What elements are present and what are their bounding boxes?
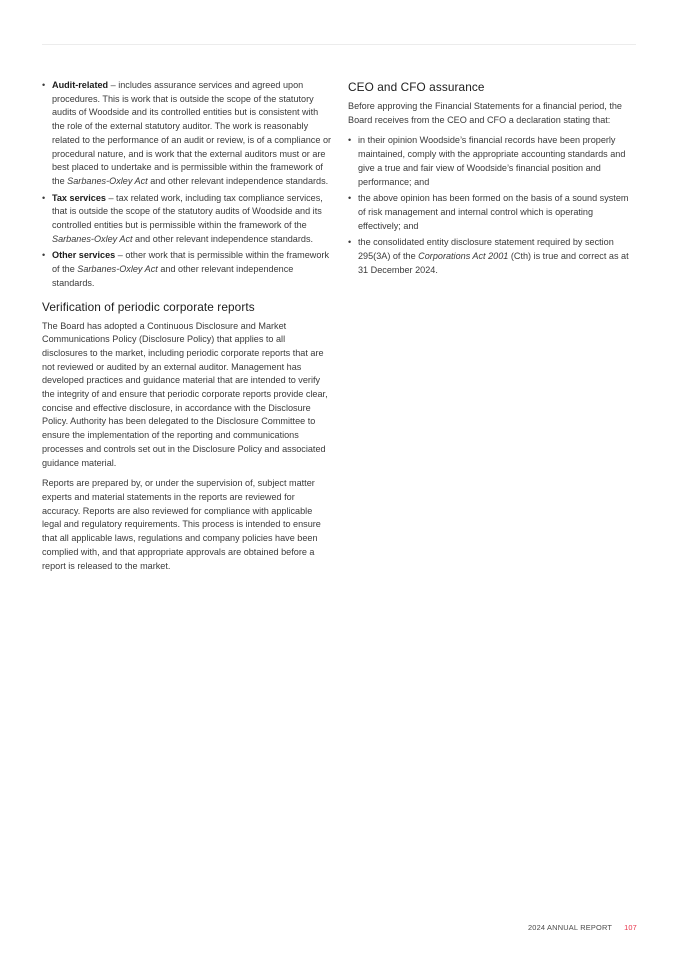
- services-list: [42, 79, 332, 291]
- page-footer: [528, 923, 637, 932]
- list-item: [348, 192, 638, 233]
- item-text: – includes assurance services and agreed upon procedures. This is work that is outside the scope of the statutory audits of Woodside and its controlled entities but is consistent with the role of the external statutory auditor. The work is reasonably related to the performance of an audit or review, is of a compliance or procedural nature, and is work that the external auditors must or are best placed to undertake and is permissible within the framework of the: [52, 80, 332, 186]
- item-text: – other work that is permissible within the framework of the: [52, 250, 329, 275]
- term-other-services: Other services: [52, 250, 116, 261]
- item-italic: Sarbanes-Oxley Act: [77, 264, 158, 275]
- paragraph: Reports are prepared by, or under the supervision of, subject matter experts and material statements in the reports are reviewed for accuracy. Reports are also reviewed for compliance with applicable legal and regulatory requirements. This process is intended to ensure that all applicable laws, regulations and company policies have been complied with, and that appropriate approvals are obtained before a report is released to the market.: [42, 478, 321, 571]
- bullet-icon: •: [42, 80, 46, 90]
- bullet-icon: •: [348, 193, 352, 204]
- bullet-icon: •: [42, 250, 46, 261]
- list-item: [348, 236, 638, 277]
- list-item: [42, 192, 332, 247]
- item-italic: Corporations Act 2001: [418, 251, 509, 262]
- list-item: [42, 79, 332, 189]
- item-text: and other relevant independence standards.: [147, 175, 329, 186]
- item-italic: Sarbanes-Oxley Act: [67, 175, 148, 186]
- item-text: (Cth) is true and correct as at 31 December 2024.: [358, 251, 629, 275]
- section-heading-ceo-cfo: CEO and CFO assurance: [348, 80, 485, 94]
- term-tax-services: Tax services: [52, 192, 106, 203]
- section-heading-verification: Verification of periodic corporate reports: [42, 299, 255, 314]
- item-text: and other relevant independence standards.: [52, 264, 294, 288]
- header-divider: [42, 44, 636, 45]
- item-text: the above opinion has been formed on the basis of a sound system of risk management and internal control which is operating effectively; and: [358, 193, 629, 231]
- paragraph: Before approving the Financial Statements for a financial period, the Board receives from the CEO and CFO a declaration stating that:: [348, 101, 622, 125]
- paragraph: The Board has adopted a Continuous Disclosure and Market Communications Policy (Disclosure Policy) that applies to all disclosures to the market, including periodic corporate reports that are not reviewed or audited by an external auditor. Management has developed practices and guidance material that are intended to verify the integrity of and ensure that periodic corporate reports provide clear, concise and effective disclosure, in accordance with the Disclosure Policy. Authority has been delegated to the Disclosure Committee to ensure the implementation of the reporting and communications processes and controls set out in the Disclosure Policy and associated guidance material.: [42, 320, 328, 468]
- bullet-icon: •: [42, 192, 46, 203]
- list-item: [42, 249, 332, 290]
- item-text: in their opinion Woodside’s financial records have been properly maintained, comply with the appropriate accounting standards and give a true and fair view of Woodside’s financial position and performance; and: [358, 135, 626, 187]
- declaration-list: [348, 134, 638, 277]
- footer-label: 2024 ANNUAL REPORT: [527, 923, 613, 932]
- bullet-icon: •: [348, 237, 352, 248]
- left-column: [42, 79, 332, 580]
- item-text: – tax related work, including tax compliance services, that is outside the scope of the statutory audits of Woodside and its controlled entities but is permissible within the framework of the: [52, 192, 323, 231]
- bullet-icon: •: [348, 135, 352, 146]
- item-text: the consolidated entity disclosure statement required by section 295(3A) of the: [358, 237, 614, 262]
- page-number: 107: [624, 923, 637, 932]
- right-column: [348, 80, 638, 283]
- list-item: [348, 134, 638, 189]
- item-text: and other relevant independence standards.: [132, 233, 314, 244]
- term-audit-related: Audit-related: [52, 80, 109, 90]
- item-italic: Sarbanes-Oxley Act: [52, 233, 133, 244]
